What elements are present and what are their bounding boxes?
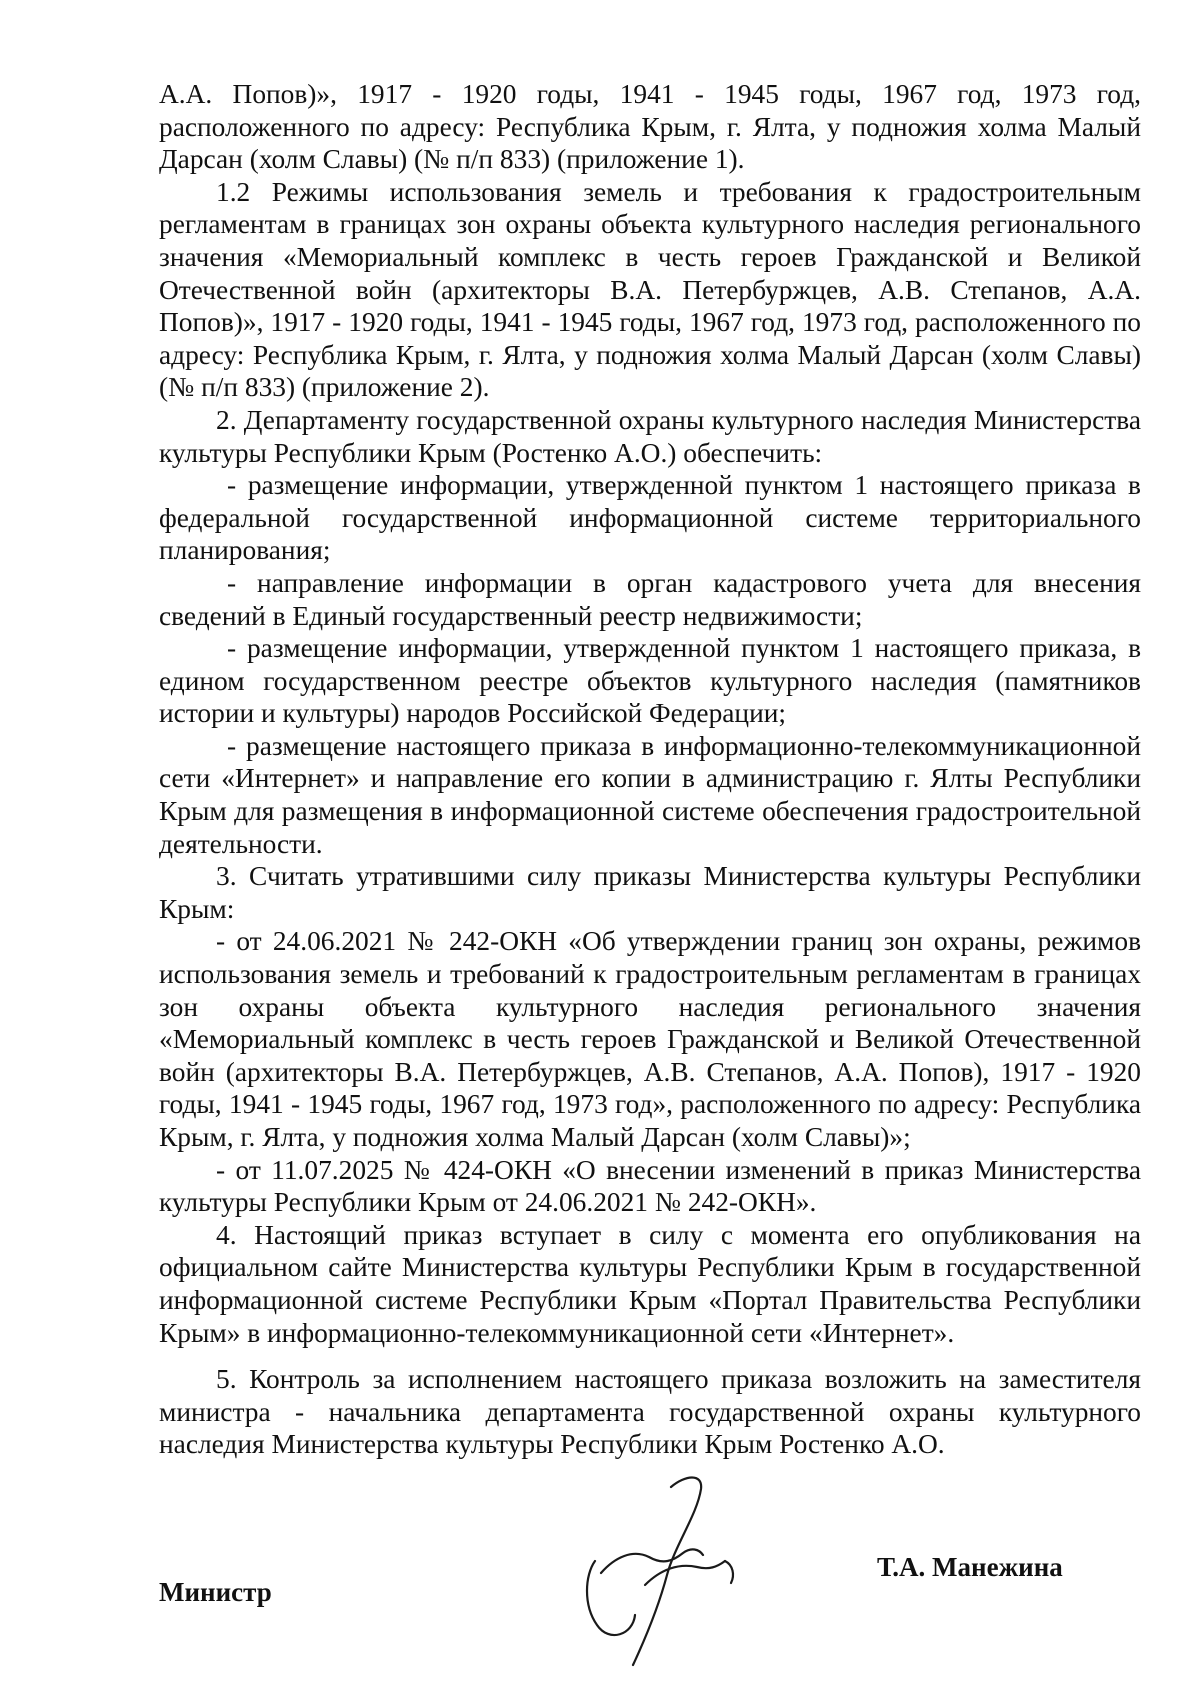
handwritten-signature	[575, 1465, 755, 1675]
paragraph-4: 4. Настоящий приказ вступает в силу с момента его опубликования на официальном сайте Министерства культуры Республики Крым в государственной информационной системе Республики Крым «Портал Правительства Республики Крым» в информационно-телекоммуникационной сети «Интернет».	[159, 1219, 1141, 1348]
paragraph-3-item-1: - от 24.06.2021 № 242-ОКН «Об утверждении границ зон охраны, режимов использования земель и требований к градостроительным регламентам в границах зон охраны объекта культурного наследия регионального значения «Мемориальный комплекс в честь героев Гражданской и Великой Отечественной войн (архитекторы В.А. Петербуржцев, А.В. Степанов, А.А. Попов), 1917 - 1920 годы, 1941 - 1945 годы, 1967 год, 1973 год», расположенного по адресу: Республика Крым, г. Ялта, у подножия холма Малый Дарсан (холм Славы)»;	[159, 926, 1141, 1152]
paragraph-3-item-2: - от 11.07.2025 № 424-ОКН «О внесении изменений в приказ Министерства культуры Республики Крым от 24.06.2021 № 242-ОКН».	[159, 1154, 1141, 1218]
paragraph-1-1-continuation: А.А. Попов)», 1917 - 1920 годы, 1941 - 1945 годы, 1967 год, 1973 год, расположенного по адресу: Республика Крым, г. Ялта, у подножия холма Малый Дарсан (холм Славы) (№ п/п 833) (приложение 1).	[159, 79, 1141, 175]
signatory-role: Министр	[159, 1577, 272, 1607]
paragraph-1-2: 1.2 Режимы использования земель и требования к градостроительным регламентам в границах зон охраны объекта культурного наследия регионального значения «Мемориальный комплекс в честь героев Гражданской и Великой Отечественной войн (архитекторы В.А. Петербуржцев, А.В. Степанов, А.А. Попов)», 1917 - 1920 годы, 1941 - 1945 годы, 1967 год, 1973 год, расположенного по адресу: Республика Крым, г. Ялта, у подножия холма Малый Дарсан (холм Славы) (№ п/п 833) (приложение 2).	[159, 176, 1141, 403]
paragraph-2-item-2: - направление информации в орган кадастрового учета для внесения сведений в Единый государственный реестр недвижимости;	[159, 567, 1141, 631]
document-body	[159, 78, 1141, 1461]
paragraph-2-item-4: - размещение настоящего приказа в информационно-телекоммуникационной сети «Интернет» и направление его копии в администрацию г. Ялты Республики Крым для размещения в информационной системе обеспечения градостроительной деятельности.	[159, 730, 1141, 859]
paragraph-2: 2. Департаменту государственной охраны культурного наследия Министерства культуры Республики Крым (Ростенко А.О.) обеспечить:	[159, 404, 1141, 468]
paragraph-2-item-3: - размещение информации, утвержденной пунктом 1 настоящего приказа, в едином государственном реестре объектов культурного наследия (памятников истории и культуры) народов Российской Федерации;	[159, 633, 1141, 729]
signatory-name: Т.А. Манежина	[877, 1552, 1063, 1582]
paragraph-3: 3. Считать утратившими силу приказы Министерства культуры Республики Крым:	[159, 861, 1141, 924]
paragraph-5: 5. Контроль за исполнением настоящего приказа возложить на заместителя министра - начальника департамента государственной охраны культурного наследия Министерства культуры Республики Крым Ростенко А.О.	[159, 1364, 1141, 1460]
paragraph-2-item-1: - размещение информации, утвержденной пунктом 1 настоящего приказа в федеральной государственной информационной системе территориального планирования;	[159, 470, 1141, 566]
